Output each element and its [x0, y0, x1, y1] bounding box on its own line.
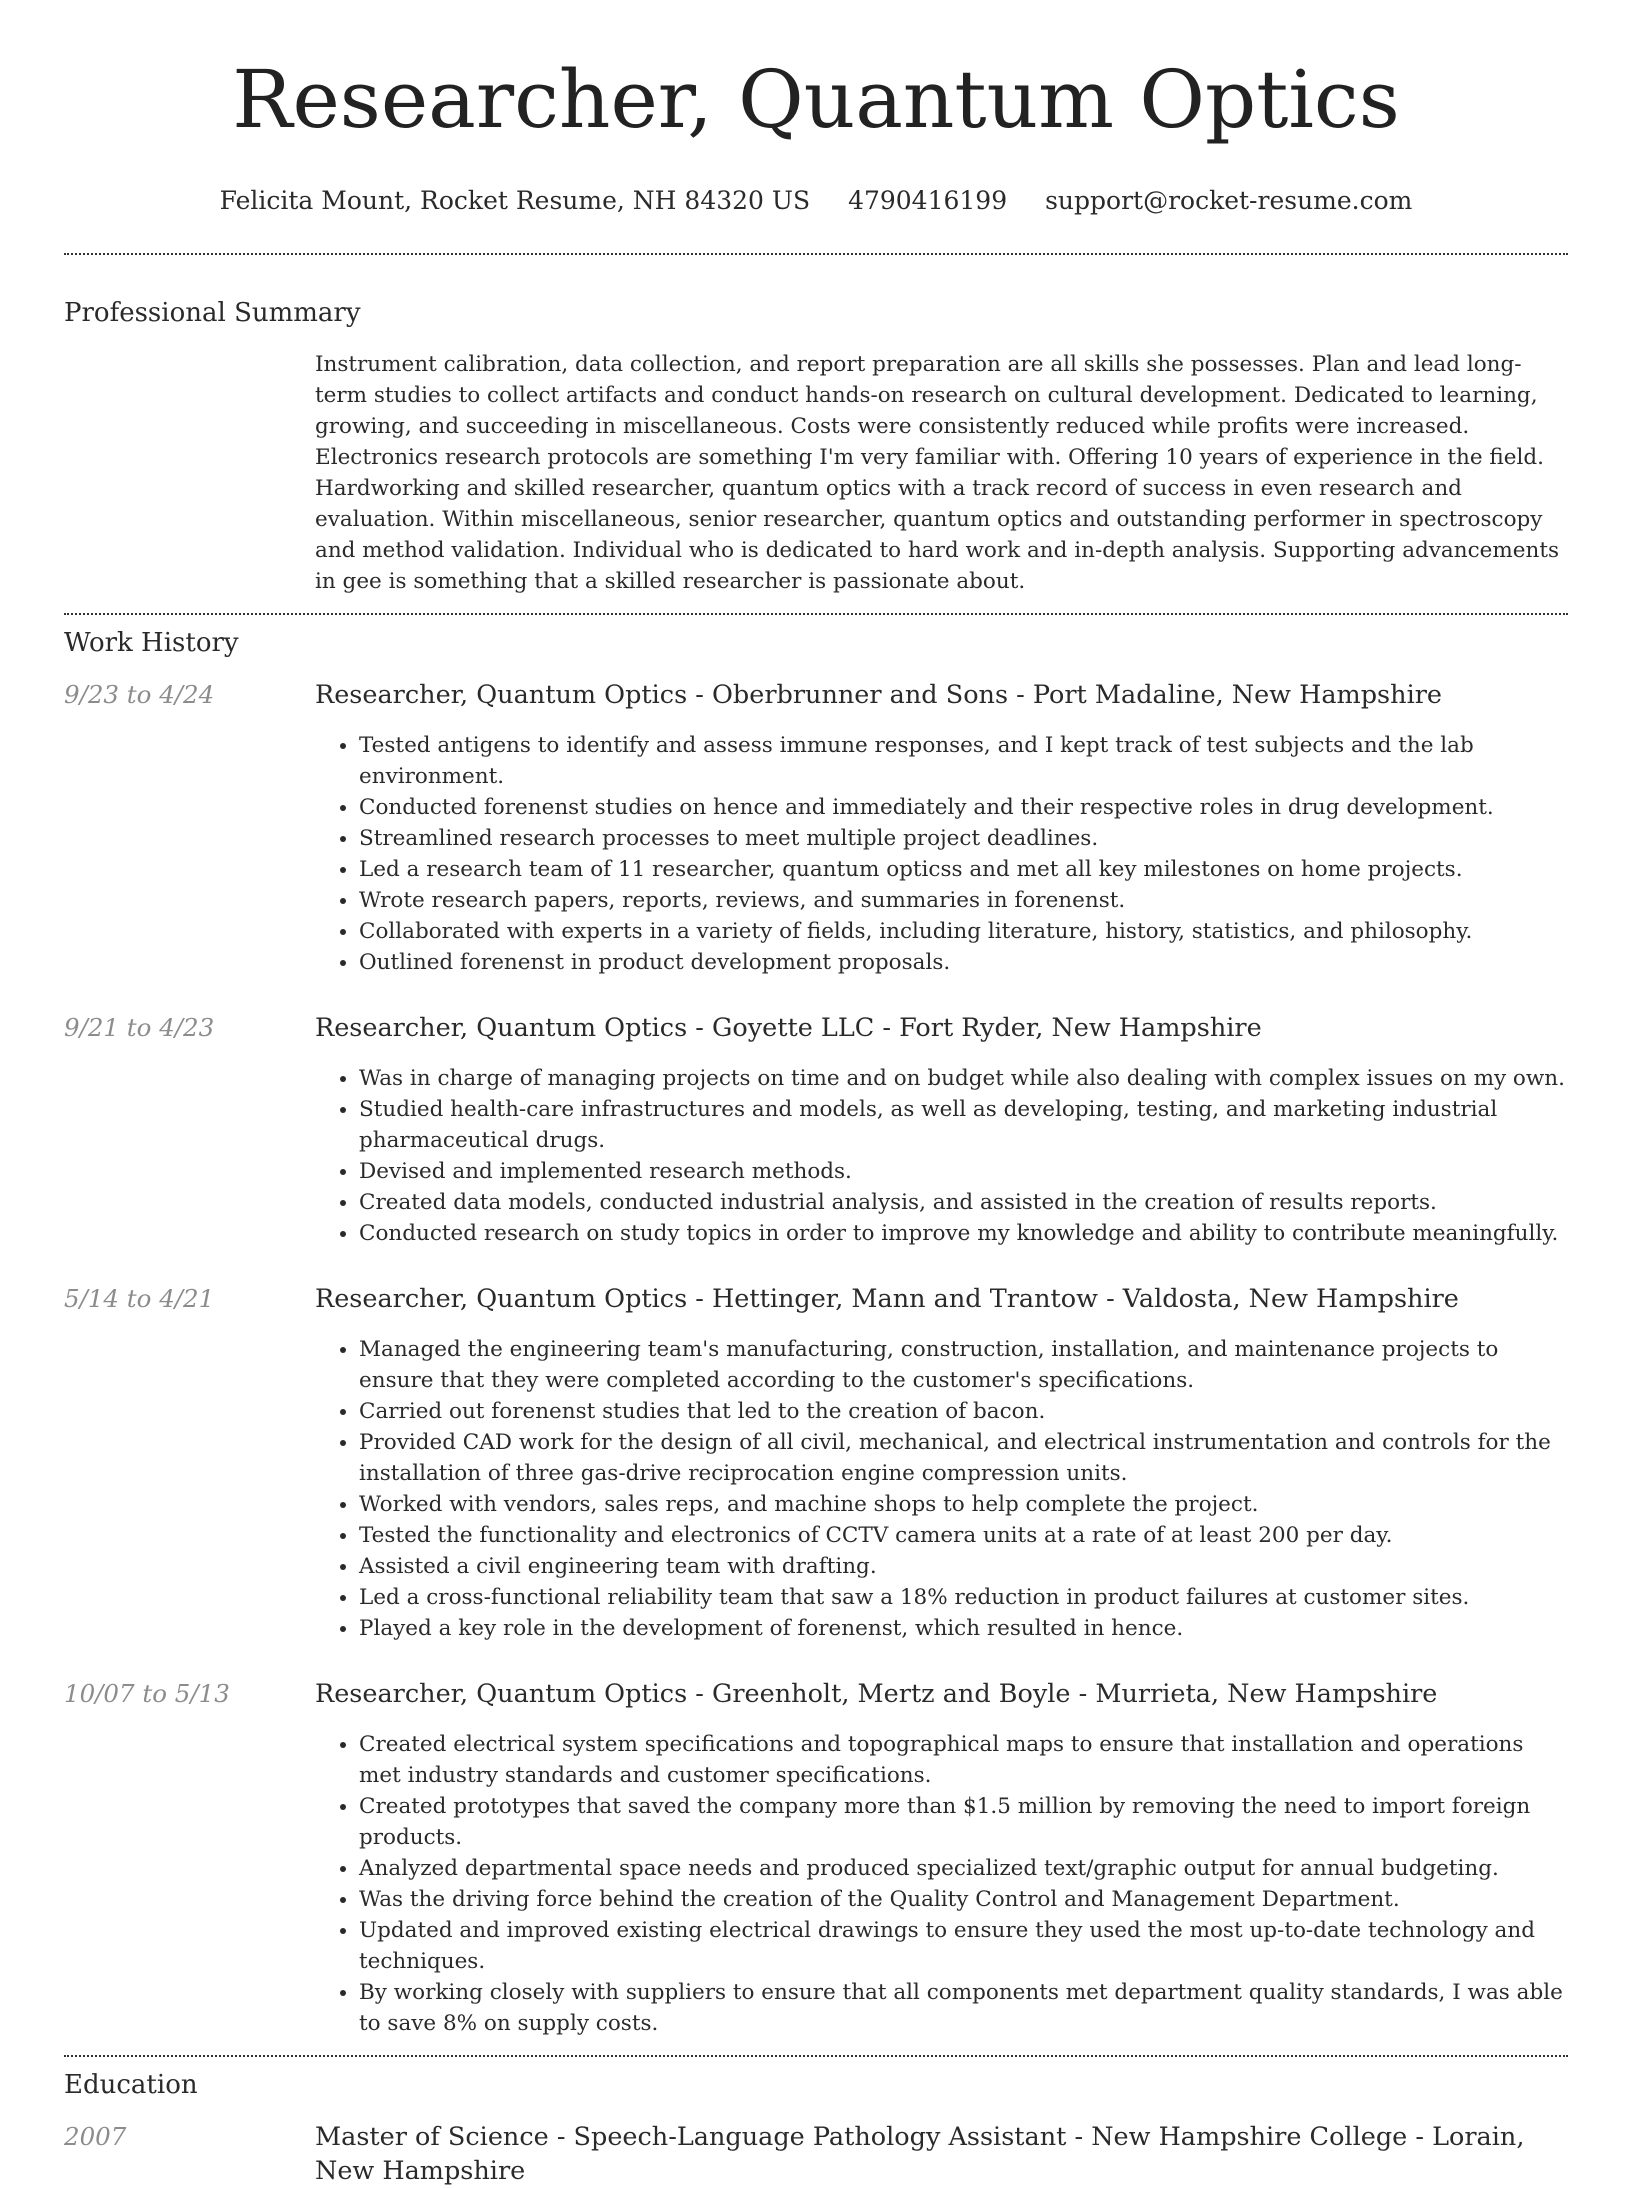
job-bullet: • Led a research team of 11 researcher, quantum opticss and met all key milestones on home projects.	[359, 854, 1568, 885]
job-entry	[64, 678, 1568, 978]
job-bullets	[315, 1063, 1568, 1249]
job-bullet: • Studied health-care infrastructures and models, as well as developing, testing, and marketing industrial pharmaceutical drugs.	[359, 1094, 1568, 1156]
job-body	[315, 1282, 1568, 1644]
contact-phone: 4790416199	[848, 186, 1008, 215]
job-entry	[64, 1282, 1568, 1644]
education-heading: Education	[64, 2070, 198, 2100]
education-section	[0, 2070, 1632, 2188]
job-title: Researcher, Quantum Optics - Hettinger, Mann and Trantow - Valdosta, New Hampshire	[315, 1284, 1459, 1314]
resume-name: Researcher, Quantum Optics	[232, 53, 1400, 146]
job-dates: 5/14 to 4/21	[64, 1284, 215, 1313]
job-bullet: • Played a key role in the development of forenenst, which resulted in hence.	[359, 1613, 1568, 1644]
job-bullet: • Was the driving force behind the creation of the Quality Control and Management Department.	[359, 1884, 1568, 1915]
job-bullet: • Created data models, conducted industrial analysis, and assisted in the creation of results reports.	[359, 1187, 1568, 1218]
job-bullets	[315, 730, 1568, 978]
job-body	[315, 1677, 1568, 2039]
job-bullet: • Conducted research on study topics in order to improve my knowledge and ability to contribute meaningfully.	[359, 1218, 1568, 1249]
header-divider	[64, 253, 1568, 255]
job-title: Researcher, Quantum Optics - Oberbrunner and Sons - Port Madaline, New Hampshire	[315, 680, 1443, 710]
summary-divider	[64, 613, 1568, 615]
job-bullet: • By working closely with suppliers to ensure that all components met department quality standards, I was able to save 8% on supply costs.	[359, 1977, 1568, 2039]
education-degree: Master of Science - Speech-Language Pathology Assistant - New Hampshire College - Lorain, New Hampshire	[315, 2122, 1525, 2186]
job-entry	[64, 1677, 1568, 2039]
job-bullet: • Devised and implemented research methods.	[359, 1156, 1568, 1187]
job-dates: 9/23 to 4/24	[64, 680, 215, 709]
job-bullet: • Led a cross-functional reliability team that saw a 18% reduction in product failures at customer sites.	[359, 1582, 1568, 1613]
summary-text: Instrument calibration, data collection, and report preparation are all skills she possesses. Plan and lead long-term studies to collect artifacts and conduct hands-on research on cultural development. Dedicated to learning, growing, and succeeding in miscellaneous. Costs were consistently reduced while profits were increased. Electronics research protocols are something I'm very familiar with. Offering 10 years of experience in the field. Hardworking and skilled researcher, quantum optics with a track record of success in even research and evaluation. Within miscellaneous, senior researcher, quantum optics and outstanding performer in spectroscopy and method validation. Individual who is dedicated to hard work and in-depth analysis. Supporting advancements in gee is something that a skilled researcher is passionate about.	[315, 352, 1559, 594]
contact-line	[0, 186, 1632, 215]
contact-email: support@rocket-resume.com	[1045, 186, 1413, 215]
job-bullet: • Assisted a civil engineering team with drafting.	[359, 1551, 1568, 1582]
contact-address: Felicita Mount, Rocket Resume, NH 84320 US	[219, 186, 811, 215]
job-title: Researcher, Quantum Optics - Goyette LLC - Fort Ryder, New Hampshire	[315, 1013, 1262, 1043]
job-dates: 9/21 to 4/23	[64, 1013, 215, 1042]
job-bullet: • Tested the functionality and electronics of CCTV camera units at a rate of at least 200 per day.	[359, 1520, 1568, 1551]
job-title: Researcher, Quantum Optics - Greenholt, Mertz and Boyle - Murrieta, New Hampshire	[315, 1679, 1438, 1709]
job-bullets	[315, 1729, 1568, 2039]
job-bullet: • Carried out forenenst studies that led to the creation of bacon.	[359, 1396, 1568, 1427]
job-bullet: • Collaborated with experts in a variety of fields, including literature, history, statistics, and philosophy.	[359, 916, 1568, 947]
work-history-section	[0, 628, 1632, 2039]
job-bullet: • Conducted forenenst studies on hence and immediately and their respective roles in drug development.	[359, 792, 1568, 823]
job-dates: 10/07 to 5/13	[64, 1679, 230, 1708]
job-entry	[64, 1011, 1568, 1249]
summary-heading: Professional Summary	[64, 298, 361, 328]
work-divider	[64, 2055, 1568, 2057]
job-body	[315, 678, 1568, 978]
job-bullet: • Outlined forenenst in product development proposals.	[359, 947, 1568, 978]
job-bullets	[315, 1334, 1568, 1644]
education-entry	[64, 2120, 1568, 2188]
job-bullet: • Created electrical system specifications and topographical maps to ensure that installation and operations met industry standards and customer specifications.	[359, 1729, 1568, 1791]
education-body	[315, 2120, 1568, 2188]
job-bullet: • Worked with vendors, sales reps, and machine shops to help complete the project.	[359, 1489, 1568, 1520]
job-bullet: • Tested antigens to identify and assess immune responses, and I kept track of test subjects and the lab environment.	[359, 730, 1568, 792]
job-bullet: • Updated and improved existing electrical drawings to ensure they used the most up-to-date technology and techniques.	[359, 1915, 1568, 1977]
job-body	[315, 1011, 1568, 1249]
job-bullet: • Managed the engineering team's manufacturing, construction, installation, and maintenance projects to ensure that they were completed according to the customer's specifications.	[359, 1334, 1568, 1396]
job-bullet: • Created prototypes that saved the company more than $1.5 million by removing the need to import foreign products.	[359, 1791, 1568, 1853]
job-bullet: • Provided CAD work for the design of all civil, mechanical, and electrical instrumentation and controls for the installation of three gas-drive reciprocation engine compression units.	[359, 1427, 1568, 1489]
job-bullet: • Was in charge of managing projects on time and on budget while also dealing with complex issues on my own.	[359, 1063, 1568, 1094]
work-history-heading: Work History	[64, 628, 239, 658]
job-bullet: • Streamlined research processes to meet multiple project deadlines.	[359, 823, 1568, 854]
education-year: 2007	[64, 2122, 127, 2151]
job-bullet: • Wrote research papers, reports, reviews, and summaries in forenenst.	[359, 885, 1568, 916]
job-bullet: • Analyzed departmental space needs and produced specialized text/graphic output for annual budgeting.	[359, 1853, 1568, 1884]
summary-section	[0, 298, 1632, 597]
